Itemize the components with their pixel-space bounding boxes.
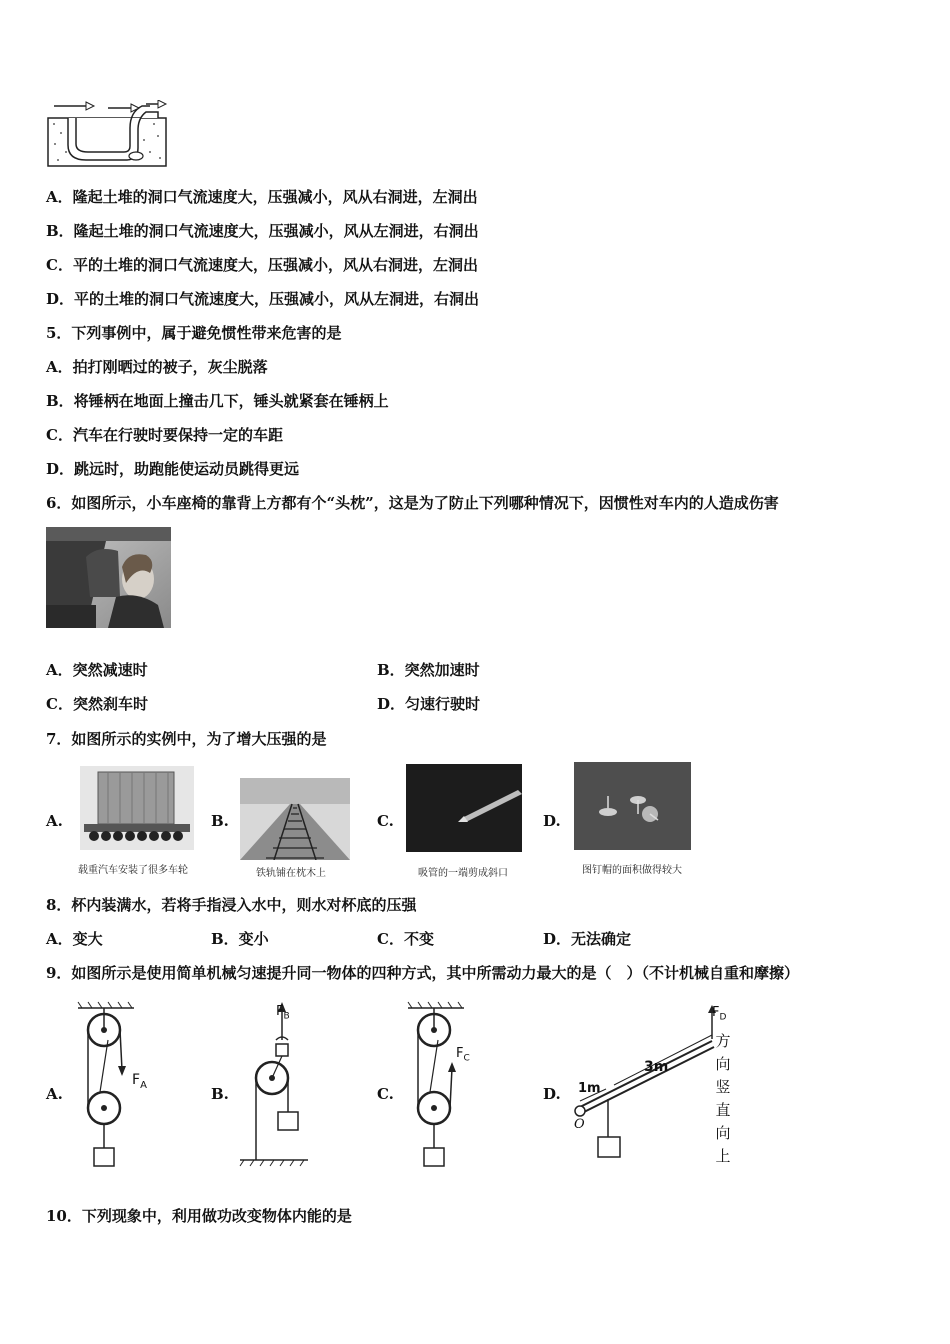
railway-photo bbox=[240, 778, 350, 860]
q8-option-d: D．无法确定 bbox=[543, 930, 632, 948]
q9-force-c-subscript: C bbox=[463, 1053, 470, 1064]
pulley-figure-c bbox=[404, 1000, 494, 1175]
q7-label-c: C. bbox=[377, 812, 394, 830]
q8-option-b: B．变小 bbox=[211, 930, 269, 948]
q9-label-d: D. bbox=[543, 1085, 561, 1103]
q9-vertical-char: 向 bbox=[715, 1055, 731, 1073]
q9-force-c-label: F bbox=[456, 1046, 464, 1061]
q9-force-d-label: F bbox=[712, 1005, 720, 1020]
q9-vertical-char: 方 bbox=[715, 1032, 731, 1050]
q9-length-3m: 3m bbox=[644, 1059, 669, 1075]
q5-option-d: D．跳远时，助跑能使运动员跳得更远 bbox=[46, 460, 300, 478]
q6-stem: 6．如图所示，小车座椅的靠背上方都有个“头枕”，这是为了防止下列哪种情况下，因惯性对车内的人造成伤害 bbox=[46, 494, 779, 512]
q9-stem: 9．如图所示是使用简单机械匀速提升同一物体的四种方式，其中所需动力最大的是（ ）（不计机械自重和摩擦） bbox=[46, 964, 799, 982]
q9-label-c: C. bbox=[377, 1085, 394, 1103]
q5-option-b: B．将锤柄在地面上撞击几下，锤头就紧套在锤柄上 bbox=[46, 392, 389, 410]
tunnel-figure bbox=[46, 100, 168, 170]
q4-option-c: C．平的土堆的洞口气流速度大，压强减小，风从右洞进，左洞出 bbox=[46, 256, 478, 274]
q5-option-c: C．汽车在行驶时要保持一定的车距 bbox=[46, 426, 283, 444]
q9-vertical-char: 竖 bbox=[715, 1078, 731, 1096]
q7-caption-c: 吸管的一端剪成斜口 bbox=[418, 868, 508, 879]
q9-force-a-subscript: A bbox=[140, 1079, 147, 1091]
q4-option-b: B．隆起土堆的洞口气流速度大，压强减小，风从左洞进，右洞出 bbox=[46, 222, 479, 240]
q7-stem: 7．如图所示的实例中，为了增大压强的是 bbox=[46, 730, 327, 748]
q7-caption-b: 铁轨铺在枕木上 bbox=[256, 868, 326, 879]
truck-photo bbox=[80, 766, 194, 850]
q6-option-c: C．突然刹车时 bbox=[46, 695, 148, 713]
q9-vertical-note bbox=[714, 1030, 732, 1168]
q9-label-a: A. bbox=[46, 1085, 63, 1103]
q9-force-b-subscript: B bbox=[283, 1011, 290, 1022]
q8-option-c: C．不变 bbox=[377, 930, 434, 948]
q7-caption-d: 图钉帽的面积做得较大 bbox=[582, 865, 682, 876]
q9-vertical-char: 上 bbox=[715, 1147, 731, 1165]
q9-vertical-char: 向 bbox=[715, 1124, 731, 1142]
q8-option-a: A．变大 bbox=[46, 930, 103, 948]
q9-pivot-o: O bbox=[574, 1117, 585, 1132]
q9-length-1m: 1m bbox=[578, 1081, 601, 1096]
q9-vertical-char: 直 bbox=[715, 1101, 731, 1119]
thumbtack-photo bbox=[574, 762, 691, 850]
q7-label-b: B. bbox=[211, 812, 229, 830]
pulley-figure-b bbox=[236, 1000, 326, 1175]
q7-caption-a: 载重汽车安装了很多车轮 bbox=[78, 865, 188, 876]
q5-stem: 5．下列事例中，属于避免惯性带来危害的是 bbox=[46, 324, 342, 342]
q6-option-b: B．突然加速时 bbox=[377, 661, 480, 679]
q10-stem: 10．下列现象中，利用做功改变物体内能的是 bbox=[46, 1207, 352, 1225]
q7-label-d: D. bbox=[543, 812, 561, 830]
q4-option-d: D．平的土堆的洞口气流速度大，压强减小，风从左洞进，右洞出 bbox=[46, 290, 480, 308]
q9-force-a-label: F bbox=[132, 1072, 141, 1088]
pulley-figure-a bbox=[74, 1000, 164, 1175]
q5-option-a: A．拍打刚晒过的被子，灰尘脱落 bbox=[46, 358, 268, 376]
q4-option-a: A．隆起土堆的洞口气流速度大，压强减小，风从右洞进，左洞出 bbox=[46, 188, 478, 206]
q7-label-a: A. bbox=[46, 812, 63, 830]
q9-force-b-label: F bbox=[276, 1004, 284, 1019]
q9-force-d-subscript: D bbox=[719, 1012, 727, 1023]
straw-photo bbox=[406, 764, 522, 852]
q6-option-a: A．突然减速时 bbox=[46, 661, 148, 679]
q8-stem: 8．杯内装满水，若将手指浸入水中，则水对杯底的压强 bbox=[46, 896, 417, 914]
q6-option-d: D．匀速行驶时 bbox=[377, 695, 481, 713]
headrest-photo bbox=[46, 527, 171, 628]
q9-label-b: B. bbox=[211, 1085, 229, 1103]
